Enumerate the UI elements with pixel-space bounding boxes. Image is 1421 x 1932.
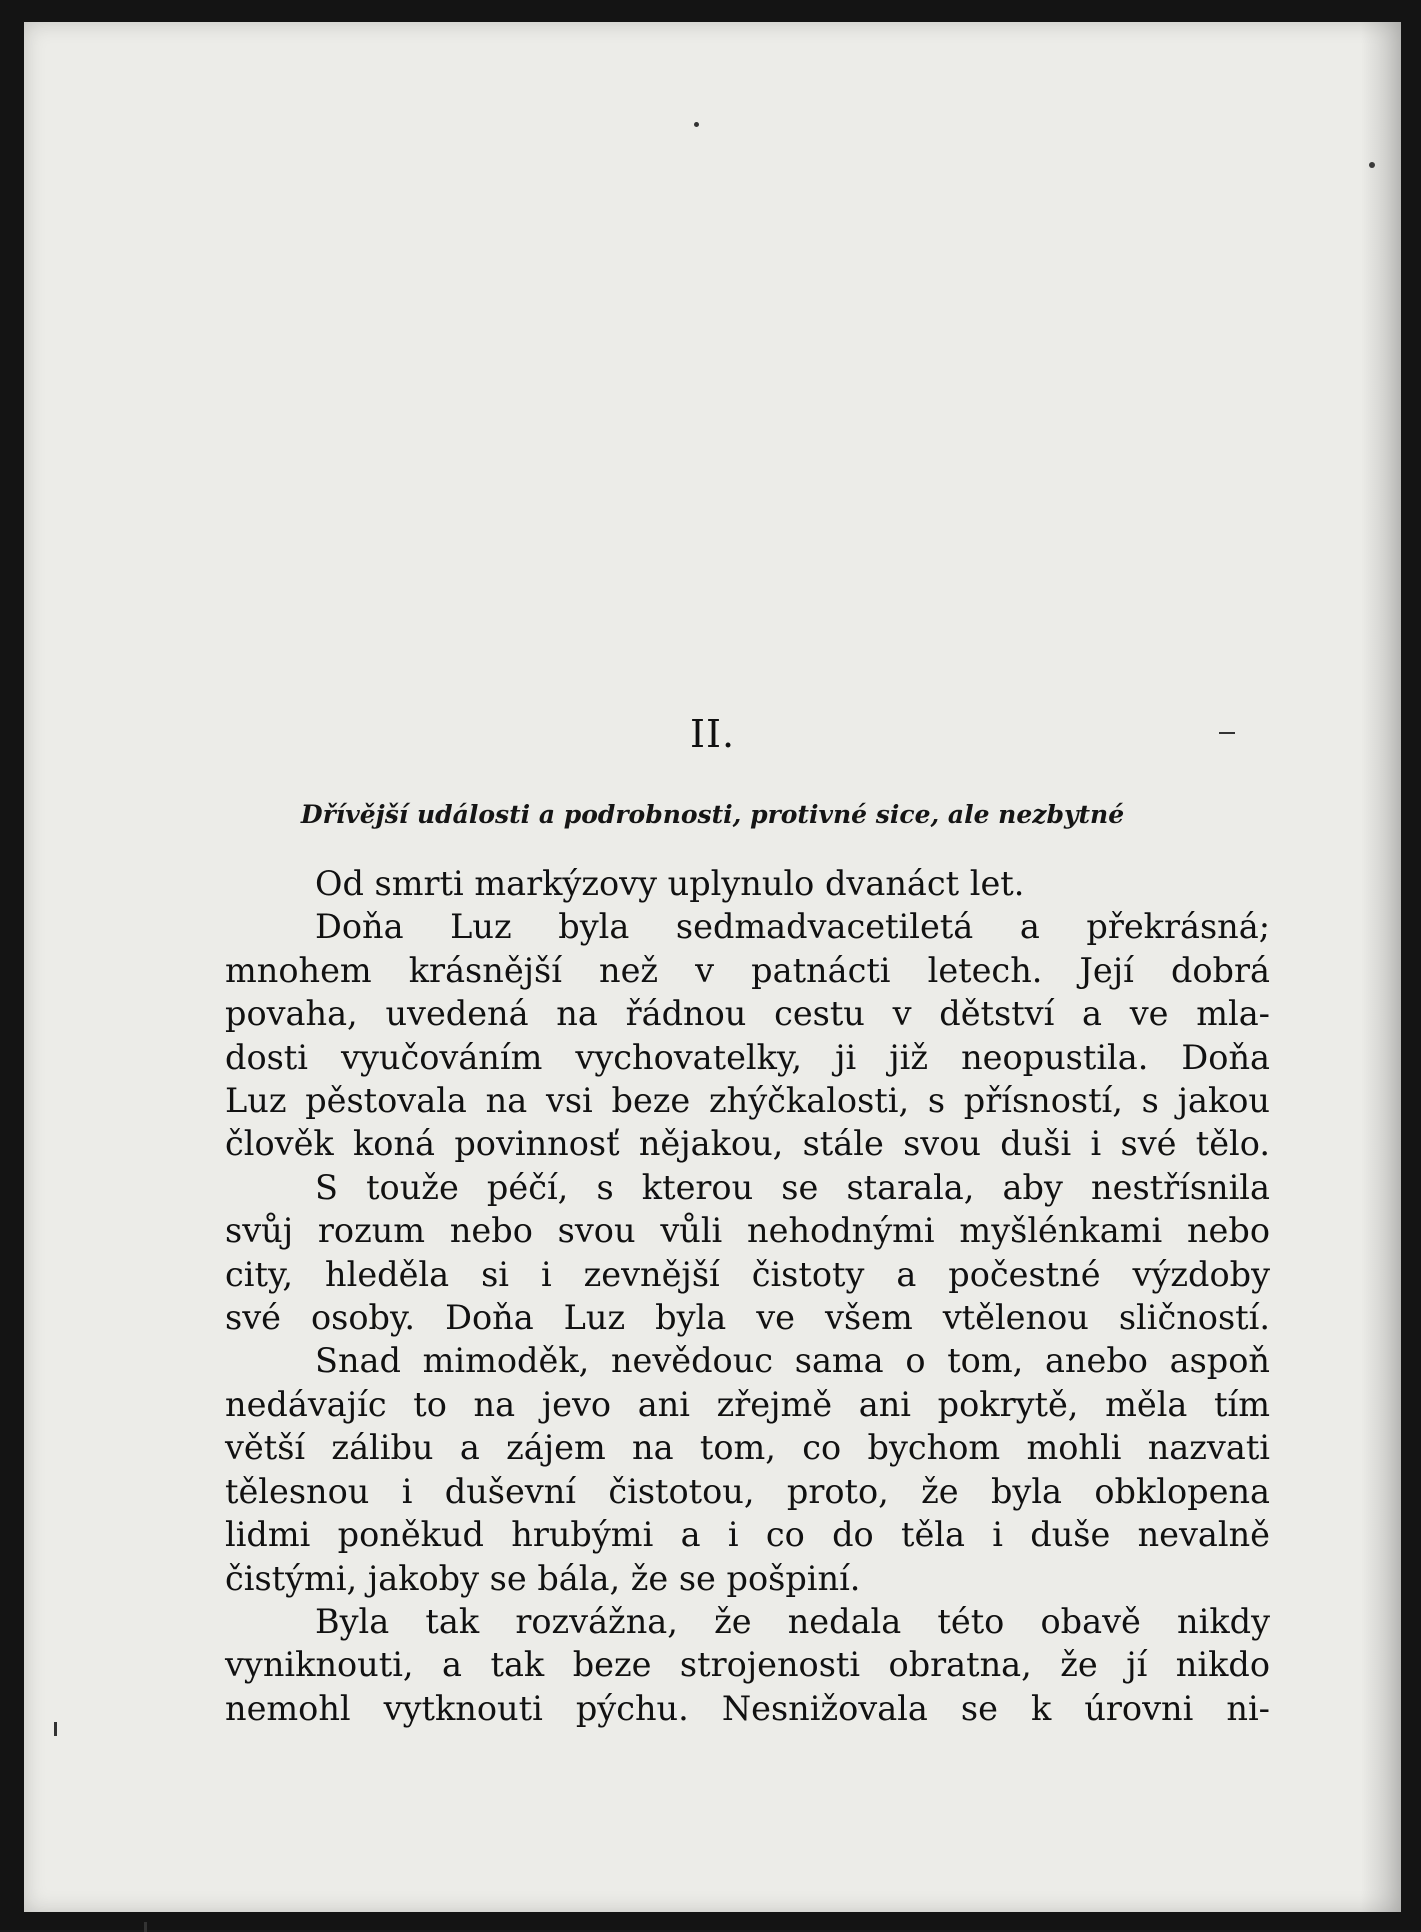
text-line: Luz pěstovala na vsi beze zhýčkalosti, s přísností, s jakou xyxy=(225,1081,1270,1121)
print-speck xyxy=(1369,162,1375,168)
chapter-body xyxy=(225,862,1270,1730)
text-line: Doňa Luz byla sedmadvacetiletá a překrásná; xyxy=(315,907,1270,947)
text-line: lidmi poněkud hrubými a i co do těla i duše nevalně xyxy=(225,1515,1270,1555)
text-line: nedávajíc to na jevo ani zřejmě ani pokrytě, měla tím xyxy=(225,1384,1270,1424)
text-line: S touže péčí, s kterou se starala, aby nestřísnila xyxy=(315,1167,1270,1207)
text-line: člověk koná povinnosť nějakou, stále svou duši i své tělo. xyxy=(225,1124,1270,1164)
chapter-number: II. xyxy=(689,712,736,756)
text-line: svůj rozum nebo svou vůli nehodnými myšlénkami nebo xyxy=(225,1211,1270,1251)
text-line: nemohl vytknouti pýchu. Nesnižovala se k úrovni ni- xyxy=(225,1688,1270,1728)
text-line: vyniknouti, a tak beze strojenosti obratna, že jí nikdo xyxy=(225,1645,1270,1685)
text-line: povaha, uvedená na řádnou cestu v dětství a ve mla- xyxy=(225,994,1270,1034)
print-speck xyxy=(144,1922,147,1932)
text-line: mnohem krásnější než v patnácti letech. Její dobrá xyxy=(225,950,1270,990)
text-line: větší zálibu a zájem na tom, co bychom mohli nazvati xyxy=(225,1428,1270,1468)
print-speck xyxy=(54,1722,57,1736)
text-line: city, hleděla si i zevnější čistoty a počestné výzdoby xyxy=(225,1254,1270,1294)
text-line: Snad mimoděk, nevědouc sama o tom, anebo aspoň xyxy=(315,1341,1270,1381)
text-line: tělesnou i duševní čistotou, proto, že byla obklopena xyxy=(225,1471,1270,1511)
text-line: čistými, jakoby se bála, že se pošpiní. xyxy=(225,1558,861,1598)
text-line: dosti vyučováním vychovatelky, ji již neopustila. Doňa xyxy=(225,1037,1270,1077)
text-line: své osoby. Doňa Luz byla ve všem vtělenou sličností. xyxy=(225,1298,1270,1338)
chapter-title: Dřívější události a podrobnosti, protivné sice, ale nezbytné xyxy=(300,800,1125,829)
text-line: Od smrti markýzovy uplynulo dvanáct let. xyxy=(315,864,1025,903)
text-line: Byla tak rozvážna, že nedala této obavě nikdy xyxy=(315,1601,1270,1641)
print-speck xyxy=(694,122,699,127)
